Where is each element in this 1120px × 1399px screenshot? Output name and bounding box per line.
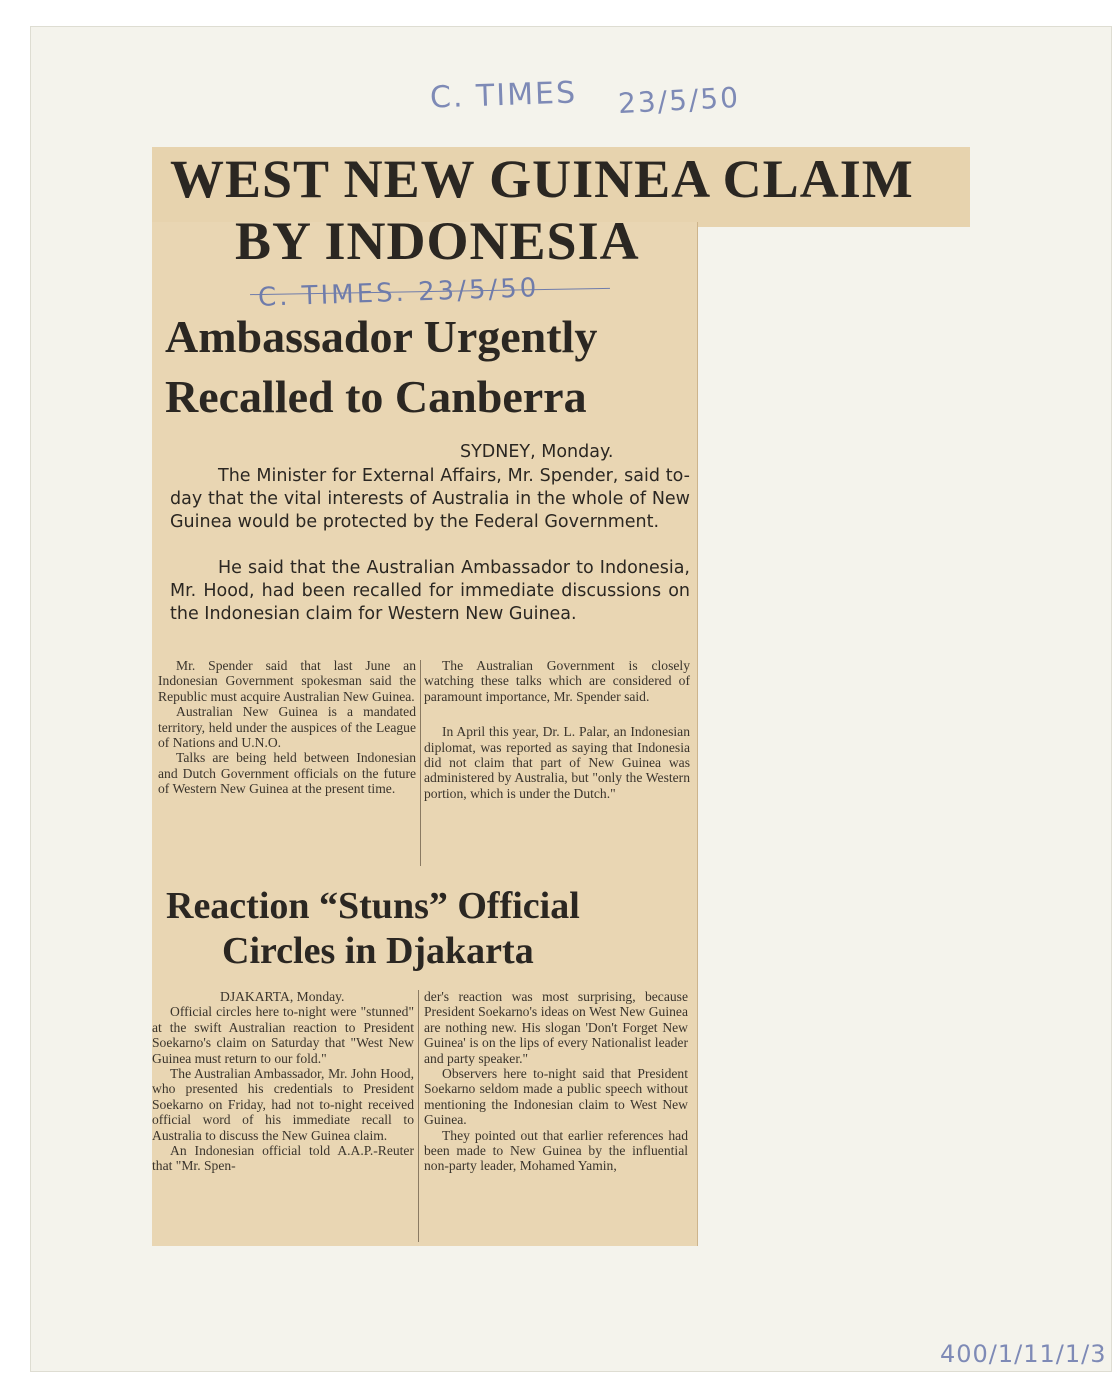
column-divider [420,660,421,866]
handwritten-source: C. TIMES [429,75,578,116]
column-4-paragraph: der's reaction was most surprising, because President Soekarno's ideas on West New Guinea are nothing new. His slogan 'Don't Forget New Guinea' is on the lips of every Nationalist leader and party speaker." [424,989,688,1066]
subhead-line-1: Ambassador Urgently [165,311,598,362]
column-3-paragraph: The Australian Ambassador, Mr. John Hood, who presented his credentials to President Soekarno on Friday, had not to-night received official word of his immediate recall to Australia to discuss the New Guinea claim. [152,1066,414,1143]
column-1-paragraph: Mr. Spender said that last June an Indonesian Government spokesman said the Republic must acquire Australian New Guinea. [158,658,416,704]
column-2-paragraph: In April this year, Dr. L. Palar, an Indonesian diplomat, was reported as saying that Indonesia did not claim that part of New Guinea was administered by Australia, but "only the Western portion, which is under the Dutch." [424,724,690,801]
column-2 [424,658,690,801]
column-4-paragraph: Observers here to-night said that President Soekarno seldom made a public speech without mentioning the Indonesian claim to West New Guinea. [424,1066,688,1128]
handwritten-date: 23/5/50 [617,80,741,121]
column-3-paragraph: Official circles here to-night were "stunned" at the swift Australian reaction to President Soekarno's claim on Saturday that "West New Guinea must return to our fold." [152,1004,414,1066]
column-1-paragraph: Australian New Guinea is a mandated territory, held under the auspices of the League of Nations and U.N.O. [158,704,416,751]
column-2-paragraph: The Australian Government is closely watching these talks which are considered of paramount importance, Mr. Spender said. [424,658,690,704]
headline-line-1: WEST NEW GUINEA CLAIM [170,149,914,209]
column-1 [158,658,416,797]
column-4-paragraph: They pointed out that earlier references had been made to New Guinea by the influential non-party leader, Mohamed Yamin, [424,1127,688,1174]
column-divider [418,990,419,1242]
handwritten-file-reference: 400/1/11/1/3 [940,1340,1107,1368]
second-headline-line-1: Reaction “Stuns” Official [166,885,580,927]
column-1-paragraph: Talks are being held between Indonesian and Dutch Government officials on the future of Western New Guinea at the present time. [158,750,416,797]
second-dateline: DJAKARTA, Monday. [220,989,345,1004]
second-headline-line-2: Circles in Djakarta [222,930,534,972]
headline-line-2: BY INDONESIA [235,211,640,271]
intro-paragraph-1: The Minister for External Affairs, Mr. Spender, said to-day that the vital interests of Australia in the whole of New Guinea would be protected by the Federal Government. [170,466,690,532]
column-3 [152,989,414,1174]
dateline: SYDNEY, Monday. [460,442,614,462]
subhead-line-2: Recalled to Canberra [165,371,587,422]
handwritten-stamp: C. TIMES. 23/5/50 [257,273,540,313]
intro-paragraph-2: He said that the Australian Ambassador to Indonesia, Mr. Hood, had been recalled for immediate discussions on the Indonesian claim for Western New Guinea. [170,558,690,624]
column-4 [424,989,688,1174]
column-3-paragraph: An Indonesian official told A.A.P.-Reuter that "Mr. Spen- [152,1143,414,1174]
